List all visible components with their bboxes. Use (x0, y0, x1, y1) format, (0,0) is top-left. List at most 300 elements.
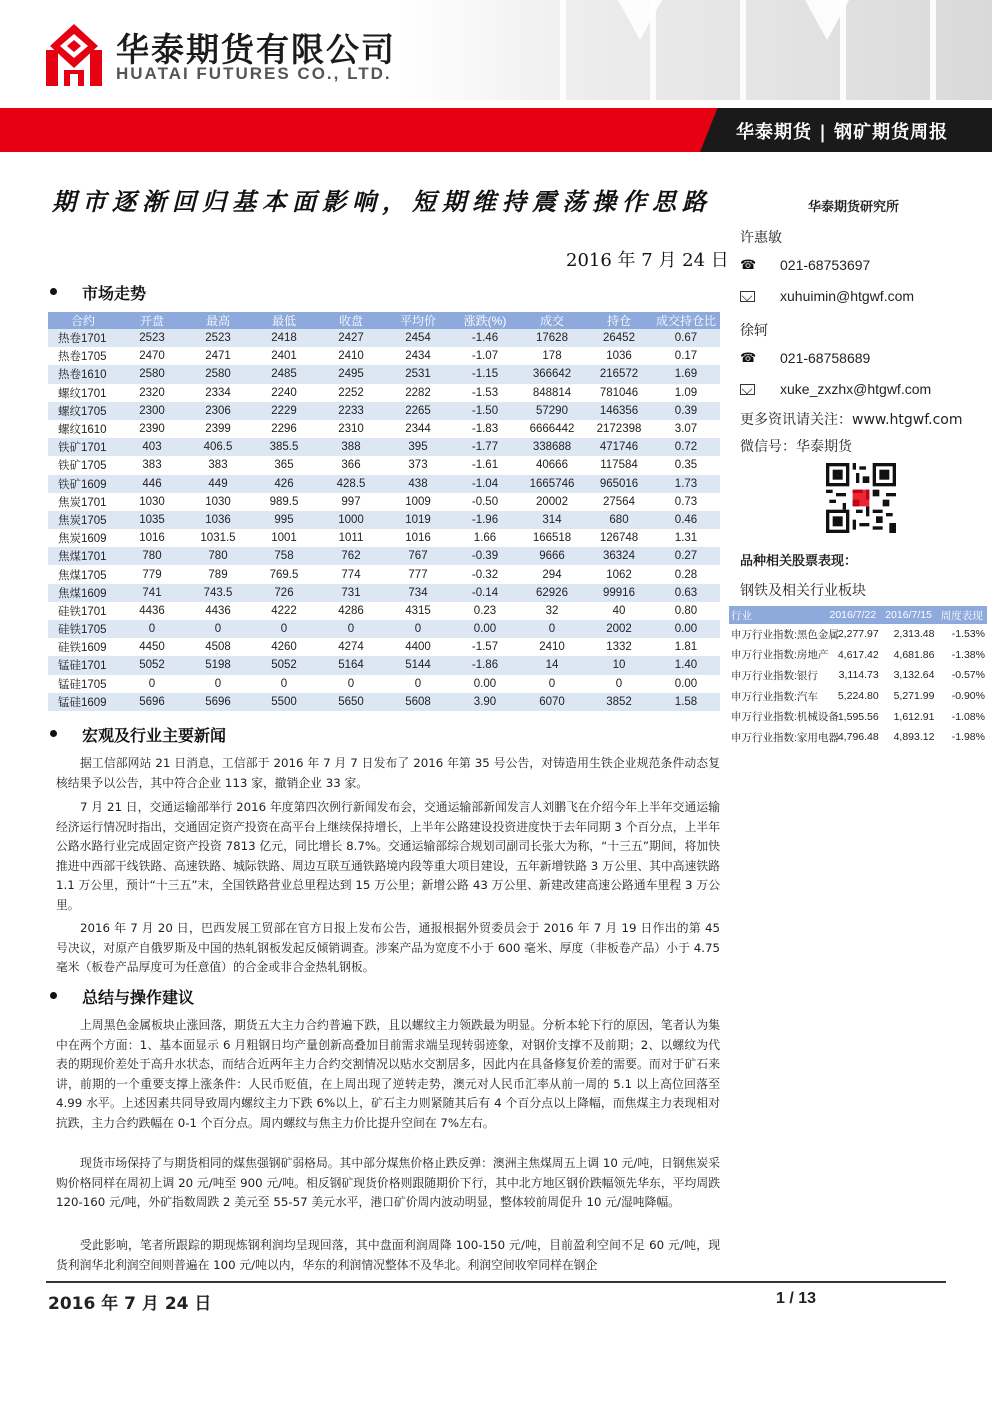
table-cell: -1.61 (471, 459, 499, 472)
table-cell: 0.00 (473, 677, 497, 690)
table-cell: 2390 (139, 423, 165, 436)
table-cell: 1016 (405, 532, 431, 545)
table-row (48, 329, 720, 347)
news-paragraph: 据工信部网站 21 日消息，工信部于 2016 年 7 月 7 日发布了 2016 年第 35 号公告，对铸造用生铁企业规范条件动态复核结果予以公告，其中符合企业 113 家，撤销企业 33 家。 (56, 756, 720, 790)
table-cell: 146356 (586, 402, 652, 420)
table-cell: 2523 (118, 329, 186, 347)
table-cell: 5650 (318, 693, 384, 711)
table-cell: 2427 (318, 329, 384, 347)
table-cell: 2252 (338, 386, 364, 399)
table-cell: 0 (548, 677, 556, 690)
table-cell: -1.96 (452, 511, 518, 529)
table-row (48, 456, 720, 474)
col-header: 开盘 (118, 312, 186, 329)
table-cell: 27564 (603, 495, 635, 508)
table-cell: 0.67 (652, 329, 720, 347)
analyst-email[interactable]: xuhuimin@htgwf.com (780, 288, 915, 304)
table-cell: 2229 (250, 402, 318, 420)
contract-name: 硅铁1701 (58, 605, 107, 618)
table-cell: 2471 (205, 350, 231, 363)
table-cell: 0.17 (674, 350, 698, 363)
table-cell: 0.35 (674, 459, 698, 472)
table-cell: 388 (318, 438, 384, 456)
table-cell: 4286 (338, 604, 364, 617)
table-cell: 780 (118, 547, 186, 565)
table-cell: 1.69 (652, 365, 720, 383)
qr-code-icon (826, 463, 896, 533)
table-cell: -1.07 (471, 350, 499, 363)
industry-name: 申万行业指数:机械设备 (731, 711, 839, 724)
analyst-name: 徐轲 (740, 323, 768, 339)
table-row (48, 547, 720, 565)
table-cell: 449 (186, 475, 250, 493)
more-info-link[interactable]: 更多资讯请关注：www.htgwf.com (740, 412, 963, 428)
table-cell: -0.39 (452, 547, 518, 565)
contract-name: 硅铁1705 (48, 620, 118, 638)
table-cell: 0 (214, 677, 222, 690)
table-row (48, 693, 720, 711)
table-cell: 4,796.48 (837, 731, 879, 744)
table-cell: 0 (615, 677, 623, 690)
table-cell: 779 (142, 568, 162, 581)
table-cell: 2300 (118, 402, 186, 420)
table-cell: 0 (347, 677, 355, 690)
table-cell: 848814 (532, 386, 572, 399)
table-cell: 2282 (405, 386, 431, 399)
table-cell: 0 (318, 620, 384, 638)
decor-line (560, 0, 566, 100)
company-name-en: HUATAI FUTURES CO., LTD. (116, 64, 392, 83)
analyst-name: 许惠敏 (740, 230, 782, 246)
section-title-summary: 总结与操作建议 (82, 988, 195, 1007)
table-cell: 3,132.64 (893, 669, 935, 682)
summary-paragraph: 现货市场保持了与期货相同的煤焦强钢矿弱格局。其中部分煤焦价格止跌反弹：澳洲主焦煤周五上调 10 元/吨，日钢焦炭采购价格同样在周初上调 20 元/吨至 900 元/吨。相反钢矿现货价格则跟随期价下行，其中北方地区钢价跌幅领先华东，平均周跌 120-160 元/吨，外矿指数周跌 2 美元至 55-57 美元水平，港口矿价周内波动明显，整体较前周促升 10 元/湿吨降幅。 (56, 1156, 720, 1209)
table-cell: 1001 (271, 532, 297, 545)
table-cell: 1035 (118, 511, 186, 529)
table-cell: 5608 (384, 693, 452, 711)
table-row (48, 384, 720, 402)
table-cell: 17628 (518, 329, 586, 347)
section-title-news: 宏观及行业主要新闻 (82, 726, 227, 745)
table-cell: 767 (384, 547, 452, 565)
table-cell: 383 (208, 459, 228, 472)
table-cell: 0 (186, 620, 250, 638)
col-header: 收盘 (318, 312, 384, 329)
table-row (48, 347, 720, 365)
analyst-phone: 021-68753697 (780, 257, 871, 273)
table-cell: 1031.5 (200, 532, 236, 545)
table-cell: 0 (148, 677, 156, 690)
table-cell: -0.14 (452, 584, 518, 602)
table-row (729, 645, 987, 666)
table-cell: 166518 (532, 532, 572, 545)
col-header: 周度表现 (936, 606, 987, 624)
table-cell: -1.15 (452, 365, 518, 383)
table-cell: 5144 (384, 656, 452, 674)
table-cell: 0.27 (652, 547, 720, 565)
table-cell: 446 (118, 475, 186, 493)
report-date: 2016 年 7 月 24 日 (566, 250, 729, 271)
table-cell: 0.73 (674, 495, 698, 508)
table-cell: 2410 (338, 350, 364, 363)
table-cell: 4260 (271, 641, 297, 654)
industry-name: 申万行业指数:银行 (731, 669, 818, 682)
table-cell: 6666442 (529, 423, 575, 436)
table-cell: -0.57% (951, 669, 985, 682)
table-cell: 0 (280, 677, 288, 690)
research-institute: 华泰期货研究所 (808, 200, 900, 215)
table-cell: 0.00 (452, 620, 518, 638)
table-cell: 1009 (405, 495, 431, 508)
table-cell: 0.00 (652, 620, 720, 638)
table-cell: 0 (118, 620, 186, 638)
table-cell: -0.32 (471, 568, 499, 581)
table-cell: 731 (318, 584, 384, 602)
col-header: 行业 (729, 606, 825, 624)
table-cell: 734 (384, 584, 452, 602)
contract-name: 铁矿1609 (48, 475, 118, 493)
table-cell: 57290 (518, 402, 586, 420)
table-cell: 32 (545, 604, 559, 617)
table-cell: 762 (318, 547, 384, 565)
industry-name: 申万行业指数:黑色金属 (731, 628, 839, 641)
table-cell: 1665746 (518, 475, 586, 493)
contract-name: 锰硅1609 (48, 693, 118, 711)
table-row (48, 656, 720, 674)
bullet-icon (50, 992, 57, 999)
table-cell: 5500 (250, 693, 318, 711)
news-paragraph: 2016 年 7 月 20 日，巴西发展工贸部在官方日报上发布公告，通报根据外贸委员会于 2016 年 7 月 19 日作出的第 45 号决议，对原产自俄罗斯及中国的热轧钢板发起反倾销调查。涉案产品为宽度不小于 600 毫米、厚度（非板卷产品）小于 4.75 毫米（板卷产品厚度可为任意值）的合金或非合金热轧钢板。 (56, 921, 720, 974)
table-cell: 1036 (606, 350, 632, 363)
table-row (48, 529, 720, 547)
table-row (48, 438, 720, 456)
table-cell: 1,595.56 (837, 710, 879, 723)
table-cell: 2172398 (596, 423, 642, 436)
table-cell: 373 (408, 459, 428, 472)
table-cell: 4,893.12 (893, 731, 935, 744)
contract-name: 锰硅1705 (58, 678, 107, 691)
table-cell: 314 (518, 511, 586, 529)
table-row (48, 420, 720, 438)
table-cell: -0.50 (471, 495, 499, 508)
table-cell: 4436 (139, 604, 165, 617)
table-row (729, 665, 987, 686)
analyst-email[interactable]: xuke_zxzhx@htgwf.com (780, 381, 932, 397)
table-cell: 1062 (606, 568, 632, 581)
table-cell: 1.66 (473, 532, 497, 545)
table-cell: 5164 (318, 656, 384, 674)
table-cell: 2310 (338, 423, 364, 436)
table-cell: 2485 (250, 365, 318, 383)
table-cell: -1.08% (951, 710, 985, 723)
table-cell: 1332 (606, 641, 632, 654)
table-cell: 989.5 (269, 495, 299, 508)
contract-name: 螺纹1705 (48, 402, 118, 420)
table-cell: 5,224.80 (837, 690, 879, 703)
table-cell: 4508 (205, 641, 231, 654)
decor-shape (618, 0, 662, 40)
stock-performance-subtitle: 钢铁及相关行业板块 (740, 583, 866, 599)
table-row (729, 686, 987, 707)
table-cell: 117584 (600, 459, 638, 472)
stock-table (729, 606, 987, 748)
table-cell: 2240 (271, 386, 297, 399)
table-cell: 995 (250, 511, 318, 529)
table-cell: 780 (186, 547, 250, 565)
table-cell: 10 (586, 656, 652, 674)
table-cell: 5198 (186, 656, 250, 674)
table-cell: 741 (118, 584, 186, 602)
table-cell: 2434 (405, 350, 431, 363)
table-cell: 4,681.86 (893, 648, 935, 661)
table-cell: 40666 (536, 459, 568, 472)
table-cell: 365 (274, 459, 294, 472)
table-row (48, 365, 720, 383)
table-cell: 789 (208, 568, 228, 581)
table-cell: 2531 (384, 365, 452, 383)
table-cell: 680 (586, 511, 652, 529)
table-row (48, 493, 720, 511)
table-cell: 2495 (318, 365, 384, 383)
table-cell: -1.57 (471, 641, 499, 654)
table-cell: 3,114.73 (838, 669, 879, 682)
table-row (48, 675, 720, 693)
table-cell: 2320 (139, 386, 165, 399)
table-cell: 2296 (271, 423, 297, 436)
col-header: 最高 (186, 312, 250, 329)
industry-name: 申万行业指数:家用电器 (731, 731, 839, 744)
table-cell: 4450 (139, 641, 165, 654)
table-cell: 0.39 (652, 402, 720, 420)
stock-table-header (729, 606, 987, 624)
table-cell: 0.23 (473, 604, 497, 617)
contract-name: 焦炭1609 (58, 533, 107, 546)
table-cell: 126748 (599, 532, 639, 545)
table-cell: -1.53% (951, 628, 985, 641)
table-cell: 2,277.97 (837, 628, 879, 641)
table-row (48, 584, 720, 602)
table-row (48, 511, 720, 529)
decor-line (740, 0, 746, 100)
table-cell: 2265 (384, 402, 452, 420)
contract-name: 热卷1610 (48, 365, 118, 383)
table-cell: 2401 (271, 350, 297, 363)
industry-name: 申万行业指数:汽车 (731, 690, 818, 703)
email-icon (740, 384, 755, 395)
decor-line (930, 0, 936, 100)
table-cell: 0 (250, 620, 318, 638)
bullet-icon (50, 288, 57, 295)
table-cell: 965016 (586, 475, 652, 493)
table-cell: 4222 (271, 604, 297, 617)
table-cell: 26452 (586, 329, 652, 347)
table-cell: -1.83 (471, 423, 499, 436)
table-cell: 0.00 (674, 677, 698, 690)
table-cell: 2399 (205, 423, 231, 436)
table-cell: 5052 (250, 656, 318, 674)
table-row (48, 620, 720, 638)
table-cell: 0.80 (674, 604, 698, 617)
decor-shape (805, 0, 849, 40)
table-cell: 40 (612, 604, 626, 617)
table-cell: 0.46 (652, 511, 720, 529)
table-cell: 1,612.91 (893, 710, 935, 723)
table-cell: 1000 (318, 511, 384, 529)
col-header: 持仓 (586, 312, 652, 329)
contract-name: 焦炭1701 (58, 496, 107, 509)
news-paragraph: 7 月 21 日，交通运输部举行 2016 年度第四次例行新闻发布会，交通运输部新闻发言人刘鹏飞在介绍今年上半年交通运输经济运行情况时指出，交通固定资产投资在高平台上继续保持增长，上半年公路建设投资进度快于去年同期 3 个百分点，上半年公路水路行业完成固定资产投资 7813 亿元，同比增长 8.7%。交通运输部综合规划司副司长张大为称，“十三五”期间，将加快推进中西部干线铁路、高速铁路、城际铁路、周边互联互通铁路境内段等重大项目建设，五年新增铁路 3 万公里、其中高速铁路 1.1 万公里，预计“十三五”末，全国铁路营业总里程达到 15 万公里；新增公路 43 万公里、新建改建高速公路通车里程 3 万公里。 (56, 800, 720, 912)
contract-name: 热卷1701 (48, 329, 118, 347)
table-cell: 438 (384, 475, 452, 493)
table-cell: 2,313.48 (893, 628, 935, 641)
table-cell: 3.90 (452, 693, 518, 711)
table-cell: 3.07 (674, 423, 698, 436)
table-cell: -1.98% (951, 731, 985, 744)
table-cell: 2344 (405, 423, 431, 436)
col-header: 最低 (250, 312, 318, 329)
table-cell: 2454 (384, 329, 452, 347)
table-cell: -1.46 (452, 329, 518, 347)
contract-name: 螺纹1701 (58, 387, 107, 400)
table-cell: 403 (118, 438, 186, 456)
table-cell: -1.50 (452, 402, 518, 420)
table-cell: 99916 (586, 584, 652, 602)
report-headline: 期市逐渐回归基本面影响，短期维持震荡操作思路 (52, 187, 712, 216)
table-cell: 0.28 (674, 568, 698, 581)
analyst-phone: 021-68758689 (780, 350, 871, 366)
table-cell: 9666 (518, 547, 586, 565)
col-header: 成交持仓比 (652, 312, 720, 329)
market-table-header (48, 312, 720, 329)
table-cell: 426 (250, 475, 318, 493)
page-number: 1 / 13 (776, 1290, 817, 1307)
email-icon (740, 291, 755, 302)
industry-name: 申万行业指数:房地产 (731, 649, 829, 662)
table-cell: 781046 (599, 386, 639, 399)
table-row (729, 706, 987, 727)
table-cell: 406.5 (186, 438, 250, 456)
table-cell: 1.58 (652, 693, 720, 711)
col-header: 涨跌(%) (452, 312, 518, 329)
table-cell: 2470 (139, 350, 165, 363)
table-cell: 4315 (405, 604, 431, 617)
table-cell: 2523 (186, 329, 250, 347)
table-cell: 36324 (586, 547, 652, 565)
table-cell: 0.72 (652, 438, 720, 456)
table-cell: 4,617.42 (837, 648, 879, 661)
table-cell: 1.09 (674, 386, 698, 399)
section-title-market: 市场走势 (82, 284, 147, 303)
table-cell: 3852 (586, 693, 652, 711)
table-cell: 338688 (518, 438, 586, 456)
table-cell: 777 (408, 568, 428, 581)
table-cell: 395 (384, 438, 452, 456)
table-cell: 1030 (139, 495, 165, 508)
report-name: 华泰期货 | 钢矿期货周报 (736, 122, 949, 143)
table-cell: 1.40 (652, 656, 720, 674)
table-row (48, 402, 720, 420)
table-row (729, 624, 987, 645)
table-row (729, 727, 987, 748)
table-row (48, 475, 720, 493)
table-cell: 1030 (205, 495, 231, 508)
table-cell: -1.04 (452, 475, 518, 493)
table-cell: 366 (341, 459, 361, 472)
table-cell: 14 (518, 656, 586, 674)
table-cell: 2410 (539, 641, 565, 654)
table-cell: 385.5 (250, 438, 318, 456)
table-cell: 743.5 (186, 584, 250, 602)
table-cell: 1036 (186, 511, 250, 529)
table-cell: 428.5 (318, 475, 384, 493)
contract-name: 焦炭1705 (48, 511, 118, 529)
table-row (48, 602, 720, 620)
table-cell: 758 (250, 547, 318, 565)
contract-name: 螺纹1610 (58, 424, 107, 437)
phone-icon: ☎ (740, 258, 757, 273)
table-cell: 5,271.99 (893, 690, 935, 703)
table-cell: -1.77 (452, 438, 518, 456)
summary-paragraph: 上周黑色金属板块止涨回落，期货五大主力合约普遍下跌，且以螺纹主力领跌最为明显。分析本轮下行的原因，笔者认为集中在两个方面：1、基本面显示 6 月粗钢日均产量创新高叠加目前需求端呈现转弱迹象，对钢价支撑不及前期；2、以螺纹为代表的期现价差处于高升水状态，而结合近两年主力合约交割情况以贴水交割居多，因此内在具备修复价差的需要。而对于矿石来讲，前期的一个重要支撑上涨条件：人民币贬值，在上周出现了逆转走势，澳元对人民币汇率从前一周的 5.1 以上高位回落至 4.99 水平。上述因素共同导致周内螺纹主力下跌 6%以上，矿石主力则紧随其后有 4 个百分点以上降幅，而焦煤主力表现相对抗跌，主力合约跌幅在 0-1 个百分点。周内螺纹与焦主力价比提升空间在 7%左右。 (56, 1018, 720, 1130)
contract-name: 热卷1705 (58, 351, 107, 364)
col-header: 成交 (518, 312, 586, 329)
bullet-icon (50, 730, 57, 737)
huatai-logo-icon (46, 24, 102, 86)
table-cell: -1.38% (951, 648, 985, 661)
table-cell: 2233 (318, 402, 384, 420)
contract-name: 锰硅1701 (48, 656, 118, 674)
summary-paragraph: 受此影响，笔者所跟踪的期现炼钢利润均呈现回落，其中盘面利润周降 100-150 元/吨，目前盈利空间不足 60 元/吨，现货利润华北利润空间则普遍在 100 元/吨以内，华东的利润情况整体不及华北。利润空间收窄同样在钢企 (56, 1238, 720, 1272)
table-cell: 1016 (139, 532, 165, 545)
col-header: 合约 (48, 312, 118, 329)
table-cell: 1.81 (674, 641, 698, 654)
table-cell: 6070 (518, 693, 586, 711)
col-header: 2016/7/22 (825, 606, 881, 624)
table-cell: 774 (341, 568, 361, 581)
table-cell: 2418 (250, 329, 318, 347)
table-cell: 216572 (586, 365, 652, 383)
company-name-cn: 华泰期货有限公司 (116, 30, 396, 69)
table-cell: 726 (250, 584, 318, 602)
table-cell: 4436 (205, 604, 231, 617)
table-cell: 1.73 (652, 475, 720, 493)
col-header: 平均价 (384, 312, 452, 329)
table-cell: 471746 (586, 438, 652, 456)
phone-icon: ☎ (740, 351, 757, 366)
table-cell: -0.90% (951, 690, 985, 703)
table-cell: 0.63 (652, 584, 720, 602)
table-cell: 0 (414, 677, 422, 690)
table-cell: 2306 (186, 402, 250, 420)
table-cell: -1.86 (452, 656, 518, 674)
table-cell: 2002 (586, 620, 652, 638)
contract-name: 焦煤1705 (58, 569, 107, 582)
table-cell: 2334 (205, 386, 231, 399)
table-cell: 383 (142, 459, 162, 472)
table-cell: 5052 (118, 656, 186, 674)
footer-date: 2016 年 7 月 24 日 (48, 1294, 212, 1314)
footer-divider (46, 1281, 946, 1283)
table-cell: 366642 (518, 365, 586, 383)
stock-performance-title: 品种相关股票表现： (740, 554, 858, 569)
col-header: 2016/7/15 (881, 606, 937, 624)
contract-name: 铁矿1701 (48, 438, 118, 456)
market-table (48, 312, 720, 711)
wechat-id: 微信号：华泰期货 (740, 439, 852, 455)
table-cell: 1.31 (674, 532, 698, 545)
table-cell: 2580 (118, 365, 186, 383)
table-cell: 294 (542, 568, 562, 581)
